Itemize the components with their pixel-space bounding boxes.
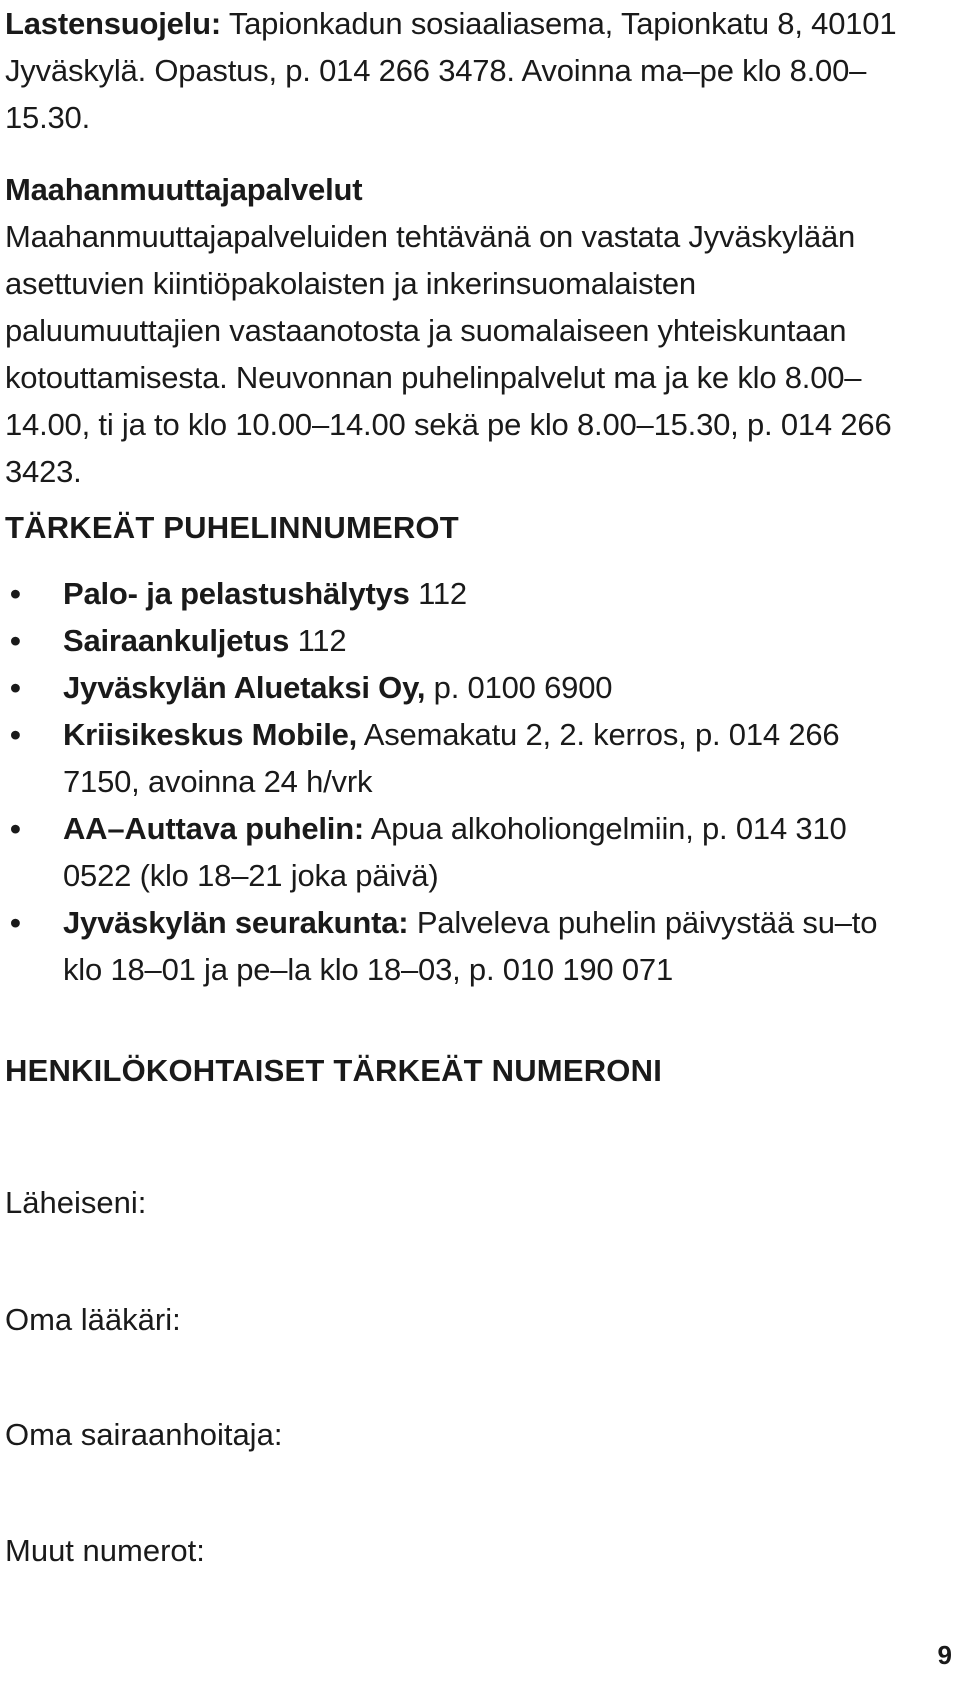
field-label-own-nurse: Oma sairaanhoitaja: bbox=[5, 1417, 283, 1452]
bullet-icon: • bbox=[10, 623, 21, 658]
page-number: 9 bbox=[937, 1640, 952, 1670]
phone-entry-detail: Palveleva puhelin päivystää su–to klo 18–01 ja pe–la klo 18–03, p. 010 190 071 bbox=[63, 905, 878, 987]
phone-entry-name: Palo- ja pelastushälytys bbox=[63, 576, 410, 611]
bullet-icon: • bbox=[10, 670, 21, 705]
phone-entry-detail: 112 bbox=[409, 576, 467, 611]
phone-entry-name: Kriisikeskus Mobile, bbox=[63, 717, 358, 752]
field-label-other-numbers: Muut numerot: bbox=[5, 1533, 205, 1568]
phone-entry-name: Jyväskylän seurakunta: bbox=[63, 905, 409, 940]
field-label-close-person: Läheiseni: bbox=[5, 1185, 147, 1220]
child-protection-text: Tapionkadun sosiaaliasema, Tapionkatu 8, 40101 Jyväskylä. Opastus, p. 014 266 3478. Avoinna ma–pe klo 8.00–15.30. bbox=[5, 6, 897, 135]
important-numbers-heading: TÄRKEÄT PUHELINNUMEROT bbox=[5, 510, 459, 545]
bullet-icon: • bbox=[10, 905, 21, 940]
field-label-own-doctor: Oma lääkäri: bbox=[5, 1302, 181, 1337]
immigrant-services-title: Maahanmuuttajapalvelut bbox=[5, 172, 363, 207]
phone-entry-detail: 112 bbox=[289, 623, 347, 658]
child-protection-paragraph bbox=[5, 0, 920, 141]
list-item bbox=[5, 711, 920, 805]
bullet-icon: • bbox=[10, 811, 21, 846]
phone-entry-name: AA–Auttava puhelin: bbox=[63, 811, 365, 846]
list-item bbox=[5, 570, 920, 617]
phone-entry-name: Sairaankuljetus bbox=[63, 623, 290, 658]
phone-entry-detail: p. 0100 6900 bbox=[425, 670, 613, 705]
phone-entry-detail: Asemakatu 2, 2. kerros, p. 014 266 7150, avoinna 24 h/vrk bbox=[63, 717, 840, 799]
list-item bbox=[5, 805, 920, 899]
important-numbers-list bbox=[5, 570, 920, 993]
immigrant-services-section bbox=[5, 166, 920, 495]
list-item bbox=[5, 664, 920, 711]
personal-numbers-heading: HENKILÖKOHTAISET TÄRKEÄT NUMERONI bbox=[5, 1053, 663, 1088]
child-protection-label: Lastensuojelu: bbox=[5, 6, 221, 41]
list-item bbox=[5, 899, 920, 993]
bullet-icon: • bbox=[10, 717, 21, 752]
bullet-icon: • bbox=[10, 576, 21, 611]
phone-entry-detail: Apua alkoholiongelmiin, p. 014 310 0522 (klo 18–21 joka päivä) bbox=[63, 811, 847, 893]
phone-entry-name: Jyväskylän Aluetaksi Oy, bbox=[63, 670, 426, 705]
immigrant-services-text: Maahanmuuttajapalveluiden tehtävänä on vastata Jyväskylään asettuvien kiintiöpakolaisten ja inkerinsuomalaisten paluumuuttajien vastaanotosta ja suomalaiseen yhteiskuntaan kotouttamisesta. Neuvonnan puhelinpalvelut ma ja ke klo 8.00–14.00, ti ja to klo 10.00–14.00 sekä pe klo 8.00–15.30, p. 014 266 3423. bbox=[5, 219, 892, 489]
list-item bbox=[5, 617, 920, 664]
